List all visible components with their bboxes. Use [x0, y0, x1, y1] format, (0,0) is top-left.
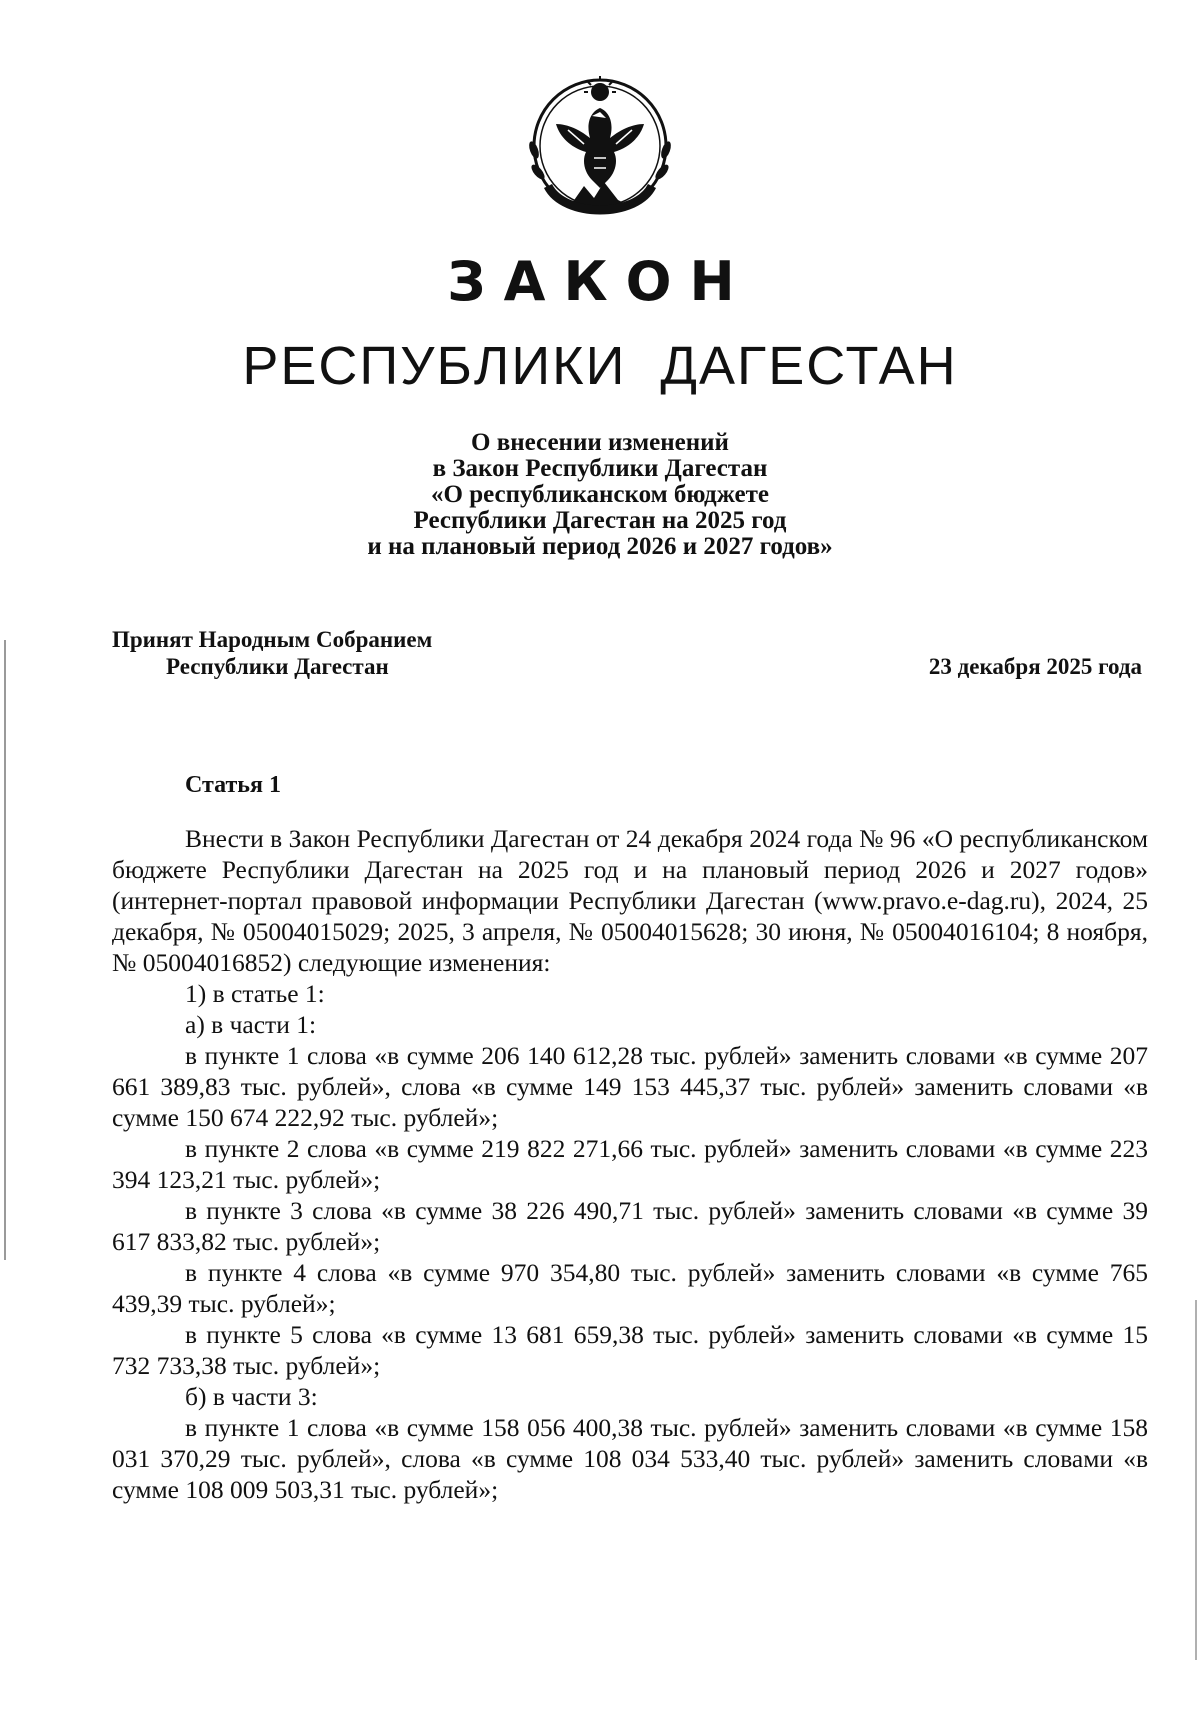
law-title: ЗАКОН	[447, 250, 753, 313]
law-subject	[0, 430, 1200, 560]
adopted-line-1: Принят Народным Собранием	[112, 627, 433, 652]
body-paragraph: в пункте 5 слова «в сумме 13 681 659,38 тыс. рублей» заменить словами «в сумме 15 732 733,38 тыс. рублей»;	[112, 1320, 1148, 1380]
scan-edge-left	[4, 640, 6, 1260]
subject-line: Республики Дагестан на 2025 год	[413, 507, 787, 534]
body-paragraph: 1) в статье 1:	[185, 979, 325, 1008]
subject-line: О внесении изменений	[471, 429, 729, 456]
subject-line: в Закон Республики Дагестан	[432, 455, 768, 482]
body-paragraph: в пункте 2 слова «в сумме 219 822 271,66 тыс. рублей» заменить словами «в сумме 223 394 123,21 тыс. рублей»;	[112, 1134, 1148, 1194]
body-paragraph: в пункте 3 слова «в сумме 38 226 490,71 тыс. рублей» заменить словами «в сумме 39 617 833,82 тыс. рублей»;	[112, 1196, 1148, 1256]
coat-of-arms-emblem	[520, 68, 680, 238]
scan-edge-right	[1195, 1300, 1197, 1660]
adopted-date: 23 декабря 2025 года	[928, 654, 1142, 679]
body-paragraph: а) в части 1:	[185, 1010, 317, 1039]
adopted-line-2: Республики Дагестан	[166, 654, 389, 679]
article-body	[112, 823, 1148, 1505]
subject-line: «О республиканском бюджете	[431, 481, 769, 508]
subject-line: и на плановый период 2026 и 2027 годов»	[367, 533, 833, 560]
body-paragraph: Внести в Закон Республики Дагестан от 24 декабря 2024 года № 96 «О республиканском бюджете Республики Дагестан на 2025 год и на плановый период 2026 и 2027 годов» (интернет-портал правовой информации Республики Дагестан (www.pravo.e-dag.ru), 2024, 25 декабря, № 05004015029; 2025, 3 апреля, № 05004015628; 30 июня, № 05004016104; 8 ноября, № 05004016852) следующие изменения:	[112, 824, 1148, 977]
article-heading: Статья 1	[185, 772, 281, 798]
body-paragraph: б) в части 3:	[185, 1382, 318, 1411]
body-paragraph: в пункте 1 слова «в сумме 158 056 400,38 тыс. рублей» заменить словами «в сумме 158 031 370,29 тыс. рублей», слова «в сумме 108 034 533,40 тыс. рублей» заменить словами «в сумме 108 009 503,31 тыс. рублей»;	[112, 1413, 1148, 1504]
body-paragraph: в пункте 4 слова «в сумме 970 354,80 тыс. рублей» заменить словами «в сумме 765 439,39 тыс. рублей»;	[112, 1258, 1148, 1318]
republic-title: РЕСПУБЛИКИ ДАГЕСТАН	[242, 336, 958, 396]
body-paragraph: в пункте 1 слова «в сумме 206 140 612,28 тыс. рублей» заменить словами «в сумме 207 661 389,83 тыс. рублей», слова «в сумме 149 153 445,37 тыс. рублей» заменить словами «в сумме 150 674 222,92 тыс. рублей»;	[112, 1041, 1148, 1132]
adopted-by	[112, 626, 432, 680]
